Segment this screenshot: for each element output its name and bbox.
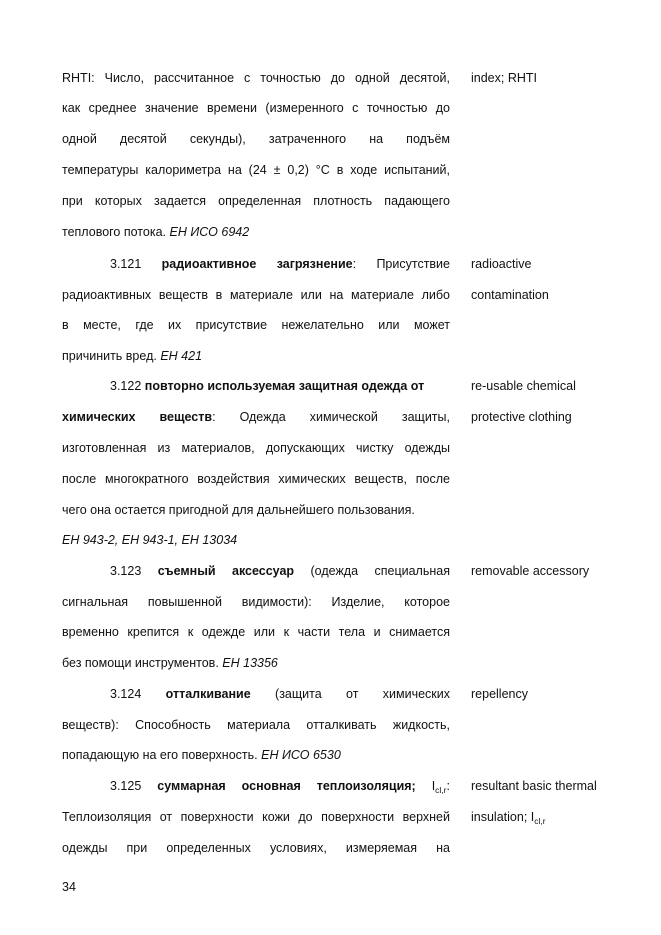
term-125-number: 3.125	[110, 779, 142, 793]
term-122-line-4: после многократного воздействия химических веществ, после	[62, 472, 450, 486]
term-123-line-3: временно крепится к одежде или к части тела и снимается	[62, 625, 450, 639]
term-125-symbol	[432, 779, 450, 793]
term-125-symbol-subscript: cl,r	[435, 785, 447, 795]
rhti-line-4: температуры калориметра на (24 ± 0,2) °C в ходе испытаний,	[62, 163, 450, 177]
term-125-line-3: одежды при определенных условиях, измеряемая на	[62, 841, 450, 855]
term-125-english-subscript: cl,r	[534, 816, 546, 826]
rhti-line-3: одной десятой секунды), затраченного на подъём	[62, 132, 450, 146]
term-123-line-2: сигнальная повышенной видимости): Изделие, которое	[62, 595, 450, 609]
term-121-def-start: : Присутствие	[352, 257, 450, 271]
page-number: 34	[62, 880, 76, 894]
rhti-line-2: как среднее значение времени (измеренного с точностью до	[62, 101, 450, 115]
term-123-text: без помощи инструментов.	[62, 656, 219, 670]
term-122-line-5: чего она остается пригодной для дальнейшего пользования.	[62, 503, 415, 517]
rhti-reference: ЕН ИСО 6942	[169, 225, 250, 239]
term-122-line-2	[62, 409, 450, 425]
term-122-line-3: изготовленная из материалов, допускающих чистку одежды	[62, 441, 450, 455]
term-121-text: причинить вред.	[62, 349, 157, 363]
term-124-text: попадающую на его поверхность.	[62, 748, 258, 762]
term-121-english-2: contamination	[471, 288, 549, 302]
term-124-number: 3.124	[110, 687, 142, 701]
rhti-line-1: RHTI: Число, рассчитанное с точностью до одной десятой,	[62, 71, 450, 85]
term-121-line-2: радиоактивных веществ в материале или на материале либо	[62, 288, 450, 302]
rhti-line-6	[62, 224, 450, 240]
term-122-english-2: protective clothing	[471, 410, 572, 424]
term-125-heading	[110, 778, 450, 794]
term-121-reference: ЕН 421	[160, 349, 203, 363]
term-123-english: removable accessory	[471, 564, 590, 578]
term-122-def-start: : Одежда химической защиты,	[212, 410, 450, 424]
term-123-heading	[110, 563, 450, 579]
term-121-line-4	[62, 348, 450, 364]
term-122-reference: ЕН 943-2, ЕН 943-1, ЕН 13034	[62, 533, 238, 547]
term-124-def-start: (защита от химических	[250, 687, 450, 701]
term-122-english-1: re-usable chemical	[471, 379, 576, 393]
term-123-number: 3.123	[110, 564, 142, 578]
term-124-heading	[110, 686, 450, 702]
term-122-term-2: химических веществ	[62, 410, 213, 424]
term-124-reference: ЕН ИСО 6530	[261, 748, 341, 762]
term-125-symbol-letter: I	[431, 779, 436, 793]
term-121-heading	[110, 256, 450, 272]
rhti-text: теплового потока.	[62, 225, 167, 239]
term-124-english: repellency	[471, 687, 528, 701]
term-121-term: радиоактивное загрязнение	[161, 257, 353, 271]
term-121-number: 3.121	[110, 257, 142, 271]
term-124-term: отталкивание	[165, 687, 251, 701]
term-125-english-2-text: insulation; I	[471, 810, 535, 824]
term-121-english-1: radioactive	[471, 257, 532, 271]
term-125-english-2	[471, 809, 546, 825]
term-124-line-3	[62, 747, 450, 763]
term-122-number: 3.122	[110, 379, 142, 393]
term-122-heading	[110, 378, 450, 394]
term-123-reference: ЕН 13356	[222, 656, 278, 670]
term-125-english-1: resultant basic thermal	[471, 779, 597, 793]
term-125-term: суммарная основная теплоизоляция;	[157, 779, 416, 793]
term-122-term-1: повторно используемая защитная одежда от	[144, 379, 425, 393]
term-125-line-2: Теплоизоляция от поверхности кожи до поверхности верхней	[62, 810, 450, 824]
term-123-line-4	[62, 655, 450, 671]
term-121-line-3: в месте, где их присутствие нежелательно или может	[62, 318, 450, 332]
term-125-symbol-colon: :	[446, 779, 450, 793]
term-124-line-2: веществ): Способность материала отталкивать жидкость,	[62, 718, 450, 732]
term-123-def-start: (одежда специальная	[294, 564, 450, 578]
term-122-line-6	[62, 532, 450, 548]
term-123-term: съемный аксессуар	[157, 564, 295, 578]
rhti-line-5: при которых задается определенная плотность падающего	[62, 194, 450, 208]
rhti-english-term: index; RHTI	[471, 71, 537, 85]
